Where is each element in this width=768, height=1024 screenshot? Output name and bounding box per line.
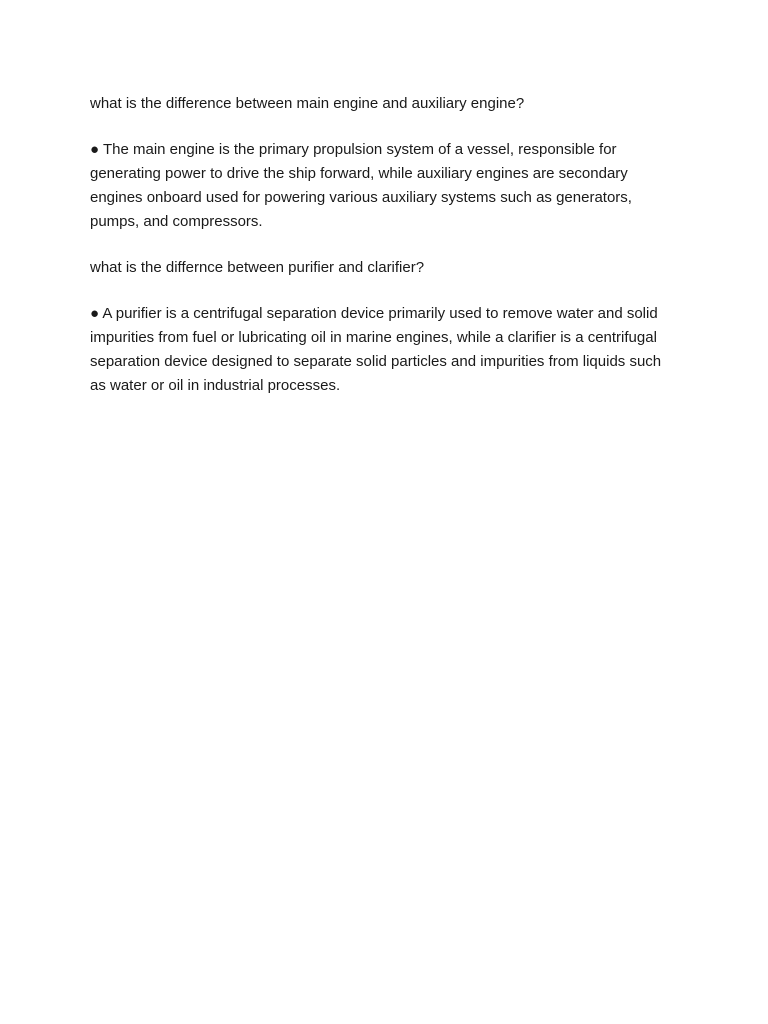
qa-block-purifier-vs-clarifier — [90, 256, 670, 398]
answer-paragraph — [90, 138, 670, 234]
bullet-icon: ● — [90, 305, 100, 322]
answer-text: The main engine is the primary propulsion system of a vessel, responsible for generating power to drive the ship forward, while auxiliary engines are secondary engines onboard used for powering various auxiliary systems such as generators, pumps, and compressors. — [90, 141, 632, 230]
question-text: what is the difference between main engine and auxiliary engine? — [90, 95, 525, 112]
answer-text: A purifier is a centrifugal separation device primarily used to remove water and solid impurities from fuel or lubricating oil in marine engines, while a clarifier is a centrifugal separation device designed to separate solid particles and impurities from liquids such as water or oil in industrial processes. — [90, 305, 662, 394]
answer-paragraph — [90, 302, 670, 398]
bullet-icon: ● — [90, 141, 100, 158]
qa-block-main-vs-auxiliary-engine — [90, 92, 670, 234]
document-content — [90, 92, 670, 420]
question-text: what is the differnce between purifier and clarifier? — [90, 259, 425, 276]
